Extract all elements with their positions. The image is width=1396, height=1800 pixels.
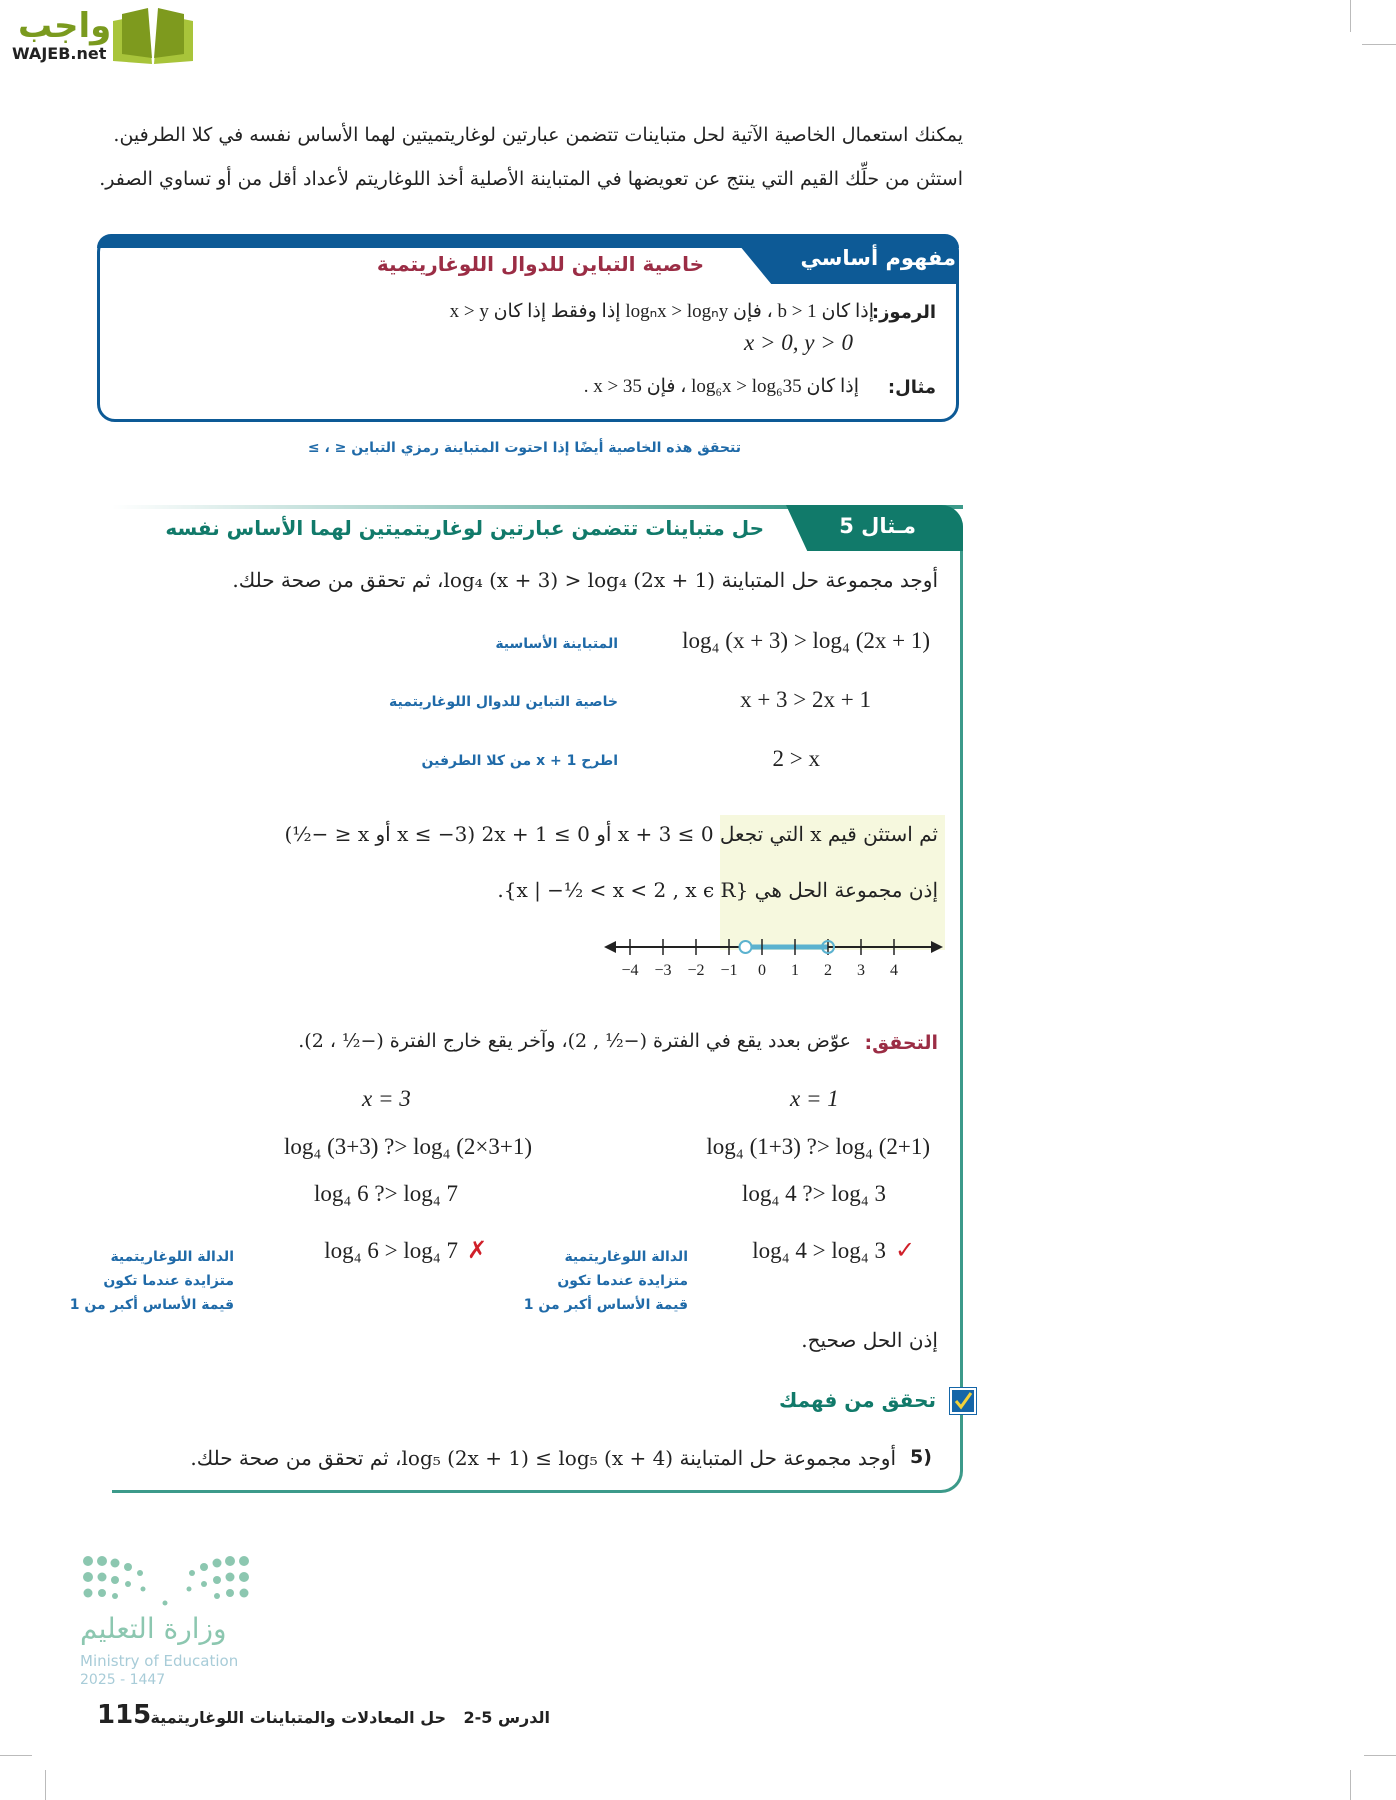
note-line: الدالة اللوغاريتمية (564, 1249, 688, 1265)
note-line: قيمة الأساس أكبر من 1 (523, 1297, 688, 1313)
crop-mark (0, 1755, 32, 1756)
exercise-number: 5) (910, 1446, 932, 1468)
check-text: عوّض بعدد يقع في الفترة (−½ , 2)، وآخر يقع خارج الفترة (−½ ، 2). (298, 1030, 851, 1052)
cross-mark-icon: ✗ (467, 1236, 488, 1264)
number-line (600, 925, 945, 985)
tick-label: −3 (654, 962, 672, 979)
tick-label: −2 (687, 962, 705, 979)
step-3-note: اطرح x + 1 من كلا الطرفين (421, 753, 618, 769)
example-question: أوجد مجموعة حل المتباينة log₄ (x + 3) > log₄ (2x + 1)، ثم تحقق من صحة حلك. (232, 568, 938, 592)
crop-mark (45, 1770, 46, 1800)
book-icon (108, 6, 198, 66)
example-label: مثال: (887, 377, 936, 398)
conclusion: إذن الحل صحيح. (801, 1328, 938, 1352)
right-col-note (524, 1245, 688, 1317)
page-number: 115 (97, 1700, 152, 1730)
arrow-left-icon (604, 941, 616, 953)
lesson-title: حل المعادلات والمتباينات اللوغاريتمية (150, 1708, 446, 1727)
note-line: قيمة الأساس أكبر من 1 (69, 1297, 234, 1313)
logo-latin: WAJEB.net (12, 44, 107, 63)
tick-label: 1 (791, 962, 799, 979)
tick-label: −1 (720, 962, 738, 979)
note-line: متزايدة عندما تكون (103, 1273, 234, 1289)
tick-label: −4 (621, 962, 639, 979)
arrow-right-icon (931, 941, 943, 953)
left-col-x: x = 3 (362, 1086, 411, 1111)
example-text: إذا كان log₆x > log₆35 ، فإن x > 35 . (583, 376, 859, 397)
left-col-note (70, 1245, 234, 1317)
tick-label: 4 (890, 962, 898, 979)
example-title: حل متباينات تتضمن عبارتين لوغاريتميتين لهما الأساس نفسه (165, 516, 764, 540)
intro-line-2: استثن من حلِّك القيم التي ينتج عن تعويضها في المتباينة الأصلية أخذ اللوغاريتم لأعداد أقل من أو تساوي الصفر. (99, 168, 963, 190)
lesson-number: الدرس 5-2 (463, 1708, 550, 1727)
exclude-text: ثم استثن قيم x التي تجعل 0 ≥ x + 3 أو 0 ≥ 2x + 1 (x ≤ −3 أو x ≤ −½) (284, 822, 938, 846)
property-note: تتحقق هذه الخاصية أيضًا إذا احتوت المتباينة رمزي التباين ≤ ، ≥ (307, 440, 741, 456)
right-col-x: x = 1 (790, 1086, 839, 1111)
left-col-row-1: log₄ (3+3) ?> log₄ (2×3+1) (283, 1134, 532, 1159)
edition-year: 2025 - 1447 (80, 1672, 166, 1688)
intro-line-1: يمكنك استعمال الخاصية الآتية لحل متباينات تتضمن عبارتين لوغاريتميتين لهما الأساس نفسه في كلا الطرفين. (113, 124, 963, 146)
right-col-row-2: log₄ 4 ?> log₄ 3 (742, 1181, 886, 1206)
symbols-label: الرموز: (871, 302, 936, 323)
open-circle-left (740, 941, 752, 953)
right-col-row-3: log₄ 4 > log₄ 3 (752, 1238, 886, 1263)
symbols-text: إذا كان b > 1 ، فإن logₙx > logₙy إذا وفقط إذا كان x > y (449, 301, 874, 322)
check-mark-icon: ✓ (895, 1236, 916, 1264)
tick-label: 0 (758, 962, 766, 979)
crop-mark (1362, 44, 1396, 45)
note-line: متزايدة عندما تكون (557, 1273, 688, 1289)
example-tab-label: مـثال 5 (839, 514, 916, 538)
ministry-name-ar: وزارة التعليم (80, 1612, 227, 1645)
symbols-condition: x > 0, y > 0 (744, 330, 853, 355)
crop-mark (1350, 1770, 1351, 1800)
left-col-row-3: log₄ 6 > log₄ 7 (324, 1238, 458, 1263)
logo-arabic: واجب (18, 6, 112, 46)
check-label: التحقق: (864, 1032, 938, 1054)
crop-mark (1350, 0, 1351, 32)
step-3-math: 2 > x (772, 746, 820, 771)
ministry-logo-icon (80, 1555, 252, 1610)
step-1-math: log₄ (x + 3) > log₄ (2x + 1) (682, 628, 930, 653)
step-2-math: x + 3 > 2x + 1 (740, 687, 871, 712)
check-understanding-title: تحقق من فهمك (779, 1388, 936, 1412)
checkbox-icon (950, 1388, 976, 1414)
left-col-row-2: log₄ 6 ?> log₄ 7 (314, 1181, 458, 1206)
note-line: الدالة اللوغاريتمية (110, 1249, 234, 1265)
tick-label: 2 (824, 962, 832, 979)
step-2-note: خاصية التباين للدوال اللوغاريتمية (389, 694, 618, 710)
step-1-note: المتباينة الأساسية (495, 636, 618, 652)
key-concept-tab-label: مفهوم أساسي (800, 246, 956, 270)
crop-mark (1364, 1755, 1396, 1756)
tick-label: 3 (857, 962, 865, 979)
solution-set: إذن مجموعة الحل هي {x | −½ < x < 2 , x ϵ R}. (497, 878, 938, 902)
key-concept-title: خاصية التباين للدوال اللوغاريتمية (376, 252, 704, 276)
ministry-name-en: Ministry of Education (80, 1652, 239, 1670)
exercise-text: أوجد مجموعة حل المتباينة log₅ (2x + 1) ≤ log₅ (x + 4)، ثم تحقق من صحة حلك. (190, 1446, 896, 1470)
right-col-row-1: log₄ (1+3) ?> log₄ (2+1) (706, 1134, 930, 1159)
